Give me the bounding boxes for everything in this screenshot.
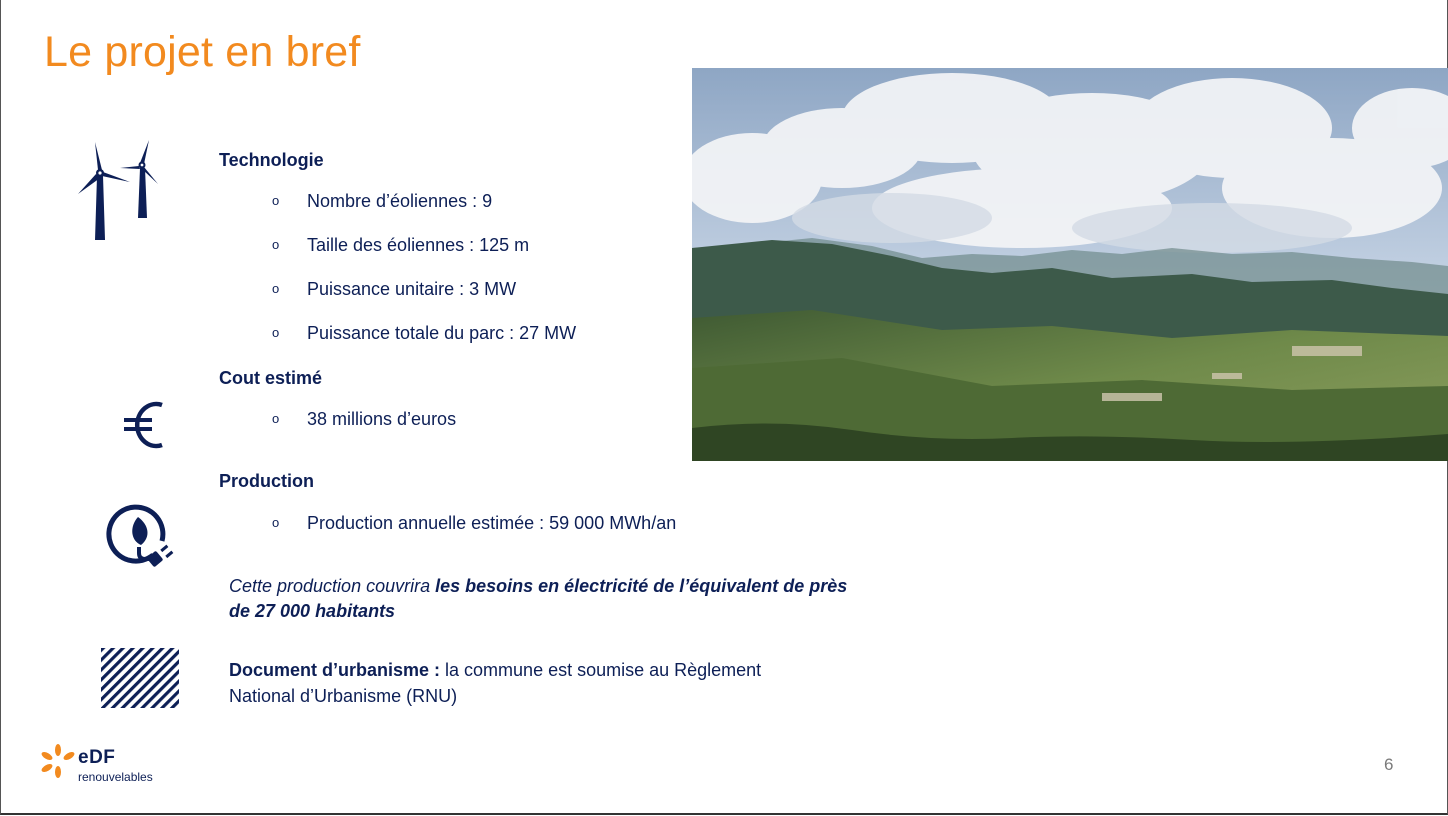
list-item: o Nombre d’éoliennes : 9 [272, 191, 493, 211]
leaf-plug-icon [105, 503, 175, 569]
logo-brand: eDF [78, 747, 116, 768]
logo-subtitle: renouvelables [78, 770, 153, 784]
technologie-heading: Technologie [219, 150, 324, 170]
list-item: o Taille des éoliennes : 125 m [272, 235, 530, 255]
cout-heading: Cout estimé [219, 368, 323, 388]
list-item: o Puissance totale du parc : 27 MW [272, 323, 577, 343]
hatched-square-icon [101, 648, 179, 708]
list-item: o Production annuelle estimée : 59 000 MWh/an [272, 513, 677, 533]
urbanisme-text: Document d’urbanisme : la commune est soumise au Règlement National d’Urbanisme (RNU) [229, 660, 762, 706]
list-item: o 38 millions d’euros [272, 409, 457, 429]
page-number: 6 [1384, 755, 1394, 774]
production-note: Cette production couvrira les besoins en électricité de l’équivalent de près de 27 000 habitants [229, 576, 848, 621]
production-heading: Production [219, 471, 314, 491]
euro-icon [122, 396, 170, 454]
slide-title: Le projet en bref [44, 28, 361, 76]
wind-turbine-icon [76, 138, 162, 242]
landscape-photo [692, 68, 1448, 461]
list-item: o Puissance unitaire : 3 MW [272, 279, 517, 299]
edf-logo-icon [40, 744, 76, 778]
